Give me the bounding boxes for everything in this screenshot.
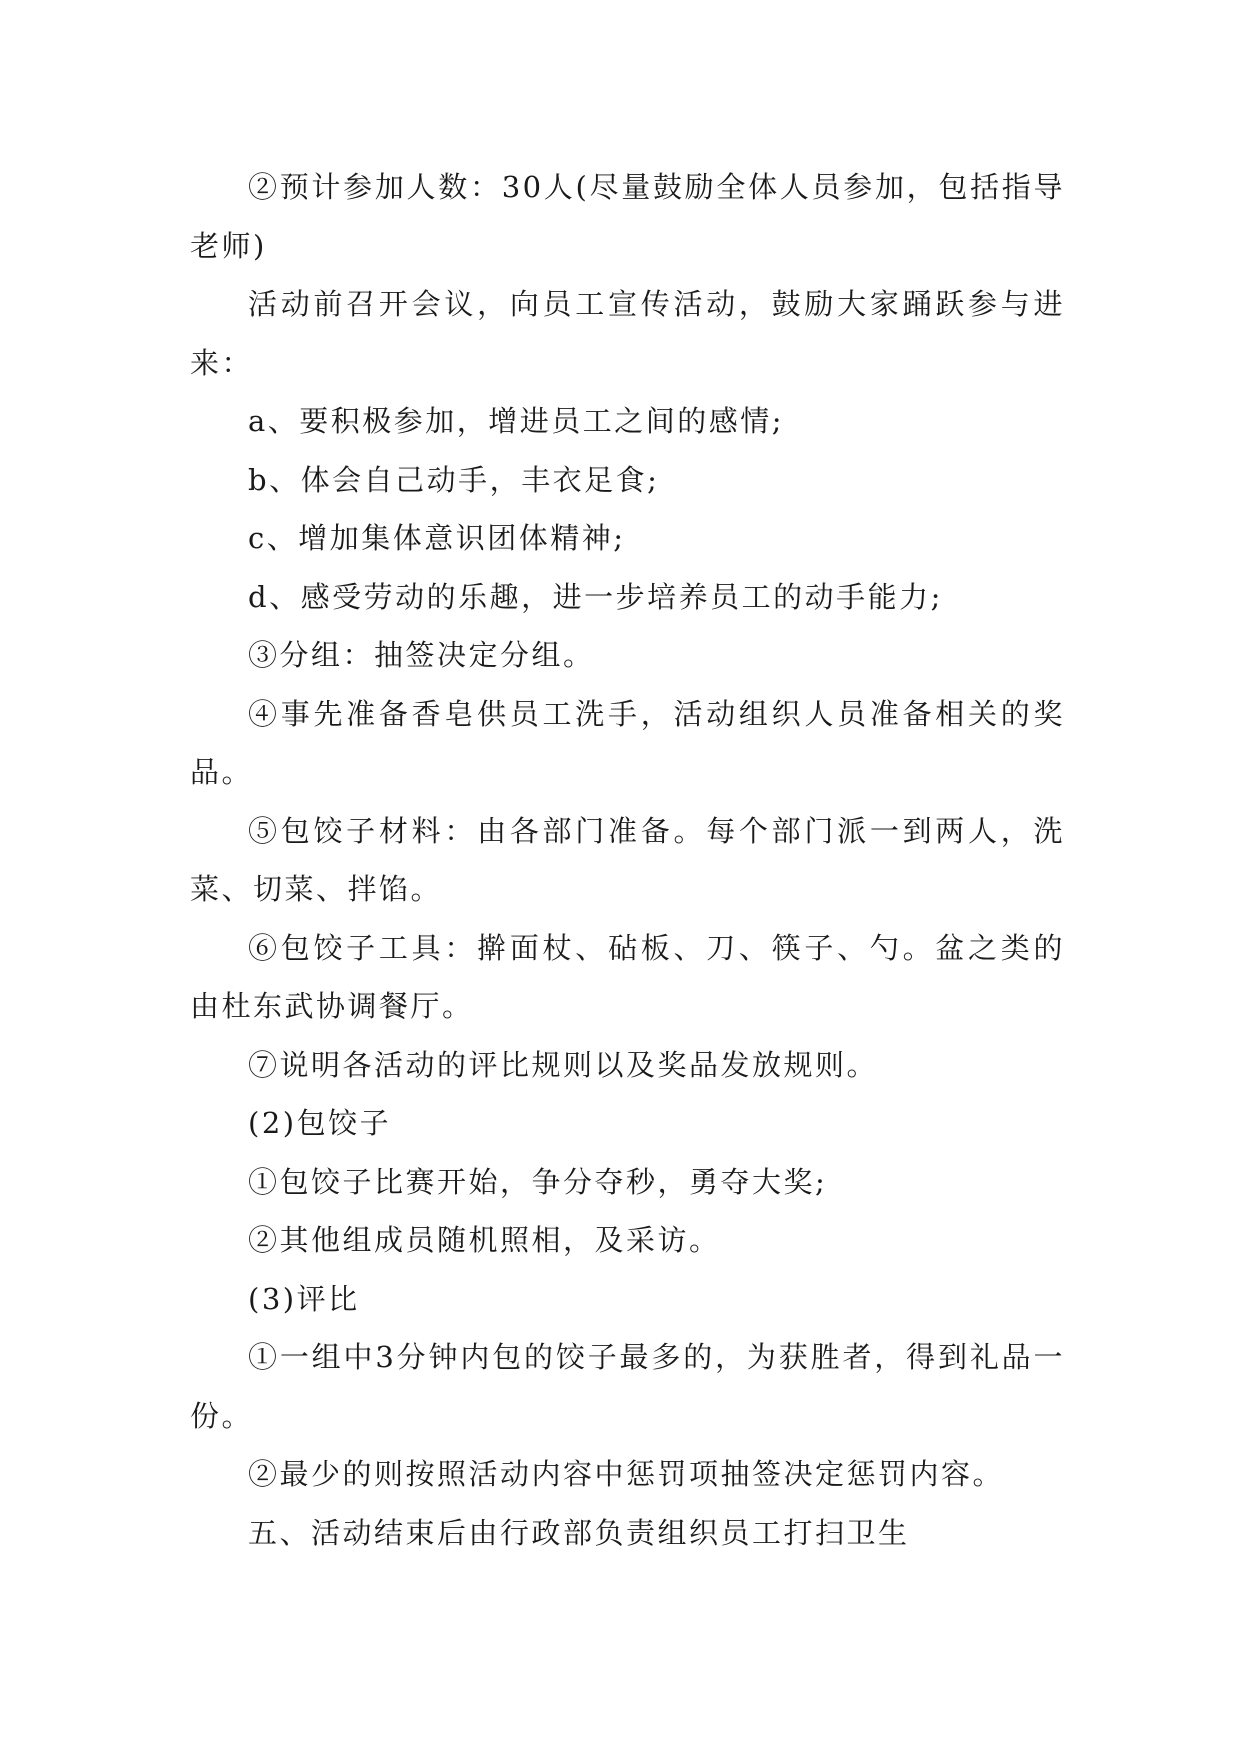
paragraph-competition-start: ①包饺子比赛开始，争分夺秒，勇夺大奖; [248,1164,828,1199]
paragraph-cleanup: 五、活动结束后由行政部负责组织员工打扫卫生 [248,1515,910,1550]
paragraph-pre-meeting: 活动前召开会议，向员工宣传活动，鼓励大家踊跃参与进来： [190,287,1065,380]
section-heading-dumplings: (2)包饺子 [248,1106,392,1140]
paragraph-tools: ⑥包饺子工具：擀面杖、砧板、刀、筷子、勺。盆之类的由杜东武协调餐厅。 [190,930,1065,1023]
paragraph-rules: ⑦说明各活动的评比规则以及奖品发放规则。 [248,1047,879,1082]
list-item-c: c、增加集体意识团体精神; [248,521,626,555]
paragraph-winner: ①一组中3分钟内包的饺子最多的，为获胜者，得到礼品一份。 [190,1340,1065,1433]
paragraph-photos: ②其他组成员随机照相，及采访。 [248,1223,721,1257]
list-item-b: b、体会自己动手，丰衣足食; [248,462,660,497]
list-item-a: a、要积极参加，增进员工之间的感情; [248,404,785,438]
paragraph-soap-prizes: ④事先准备香皂供员工洗手，活动组织人员准备相关的奖品。 [190,696,1065,789]
list-item-d: d、感受劳动的乐趣，进一步培养员工的动手能力; [248,579,943,614]
paragraph-penalty: ②最少的则按照活动内容中惩罚项抽签决定惩罚内容。 [248,1457,1005,1491]
paragraph-participants: ②预计参加人数：30人(尽量鼓励全体人员参加，包括指导老师) [190,170,1065,263]
section-heading-evaluation: (3)评比 [248,1281,360,1316]
paragraph-materials: ⑤包饺子材料：由各部门准备。每个部门派一到两人，洗菜、切菜、拌馅。 [190,813,1065,906]
document-body [190,158,1065,1562]
paragraph-grouping: ③分组：抽签决定分组。 [248,638,595,672]
